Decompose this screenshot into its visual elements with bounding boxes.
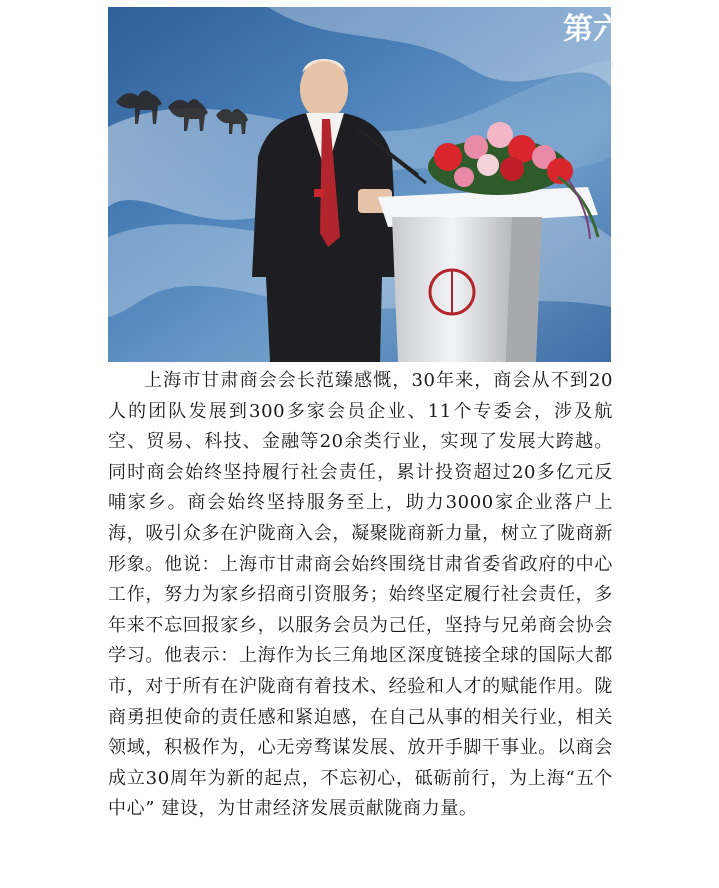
article-body [108,366,613,825]
article-paragraph: 上海市甘肃商会会长范臻感慨，30年来，商会从不到20人的团队发展到300多家会员企业、11个专委会，涉及航空、贸易、科技、金融等20余类行业，实现了发展大跨越。同时商会始终坚持履行社会责任，累计投资超过20多亿元反哺家乡。商会始终坚持服务至上，助力3000家企业落户上海，吸引众多在沪陇商入会，凝聚陇商新力量，树立了陇商新形象。他说：上海市甘肃商会始终围绕甘肃省委省政府的中心工作，努力为家乡招商引资服务；始终坚定履行社会责任，多年来不忘回报家乡，以服务会员为己任，坚持与兄弟商会协会学习。他表示：上海作为长三角地区深度链接全球的国际大都市，对于所有在沪陇商有着技术、经验和人才的赋能作用。陇商勇担使命的责任感和紧迫感，在自己从事的相关行业，相关领域，积极作为，心无旁骛谋发展、放开手脚干事业。以商会成立30周年为新的起点，不忘初心，砥砺前行，为上海“五个中心” 建设，为甘肃经济发展贡献陇商力量。 [108,370,613,820]
backdrop-title [563,12,624,47]
speaker-photo-illustration [108,7,623,362]
speaker-photo [108,7,623,362]
backdrop-title-text: 第六 [563,12,623,47]
